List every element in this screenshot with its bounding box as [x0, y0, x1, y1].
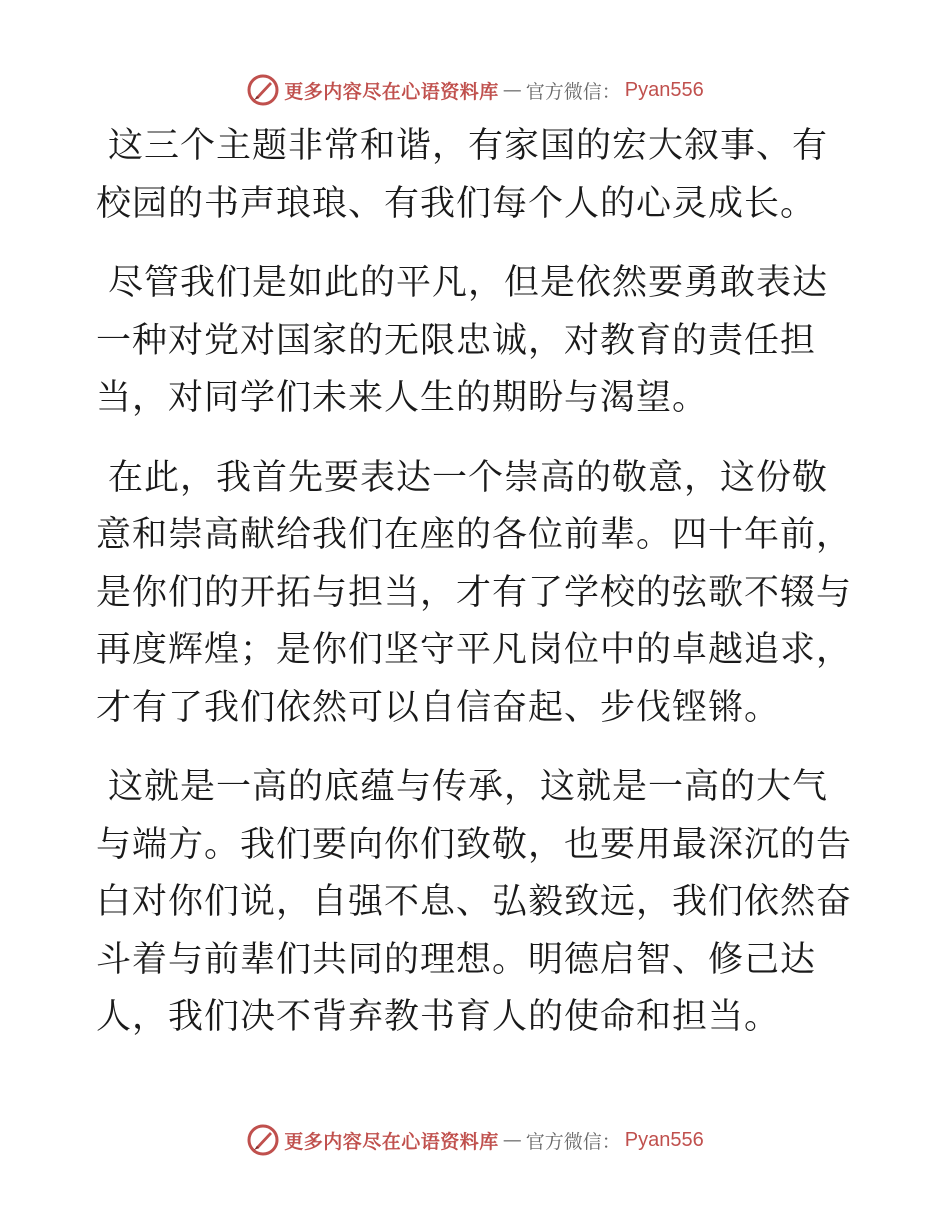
paragraph-1: 这三个主题非常和谐，有家国的宏大叙事、有校园的书声琅琅、有我们每个人的心灵成长。: [96, 126, 829, 224]
watermark-official-label: 官方微信：: [525, 1130, 621, 1153]
watermark-wechat-id: Pyan556: [624, 78, 704, 101]
watermark-separator: —: [502, 1129, 522, 1151]
footer-watermark: [0, 1120, 950, 1160]
quill-logo-icon: [246, 1123, 280, 1157]
watermark-separator: —: [502, 79, 522, 101]
header-watermark: [0, 70, 950, 110]
watermark-brand-text: 更多内容尽在心语资料库: [284, 80, 499, 103]
watermark-official-label: 官方微信：: [525, 80, 621, 103]
quill-logo-icon: [246, 73, 280, 107]
paragraph-4: 这就是一高的底蕴与传承，这就是一高的大气与端方。我们要向你们致敬，也要用最深沉的告白对你们说，自强不息、弘毅致远，我们依然奋斗着与前辈们共同的理想。明德启智、修己达人，我们决不背弃教书育人的使命和担当。: [96, 767, 853, 1037]
watermark-brand-text: 更多内容尽在心语资料库: [284, 1130, 499, 1153]
watermark-wechat-id: Pyan556: [624, 1128, 704, 1151]
paragraph-3: 在此，我首先要表达一个崇高的敬意，这份敬意和崇高献给我们在座的各位前辈。四十年前，是你们的开拓与担当，才有了学校的弦歌不辍与再度辉煌；是你们坚守平凡岗位中的卓越追求，才有了我们依然可以自信奋起、步伐铿锵。: [96, 457, 853, 728]
document-body: [96, 118, 856, 1069]
paragraph-2: 尽管我们是如此的平凡，但是依然要勇敢表达一种对党对国家的无限忠诚，对教育的责任担当，对同学们未来人生的期盼与渴望。: [96, 263, 829, 418]
